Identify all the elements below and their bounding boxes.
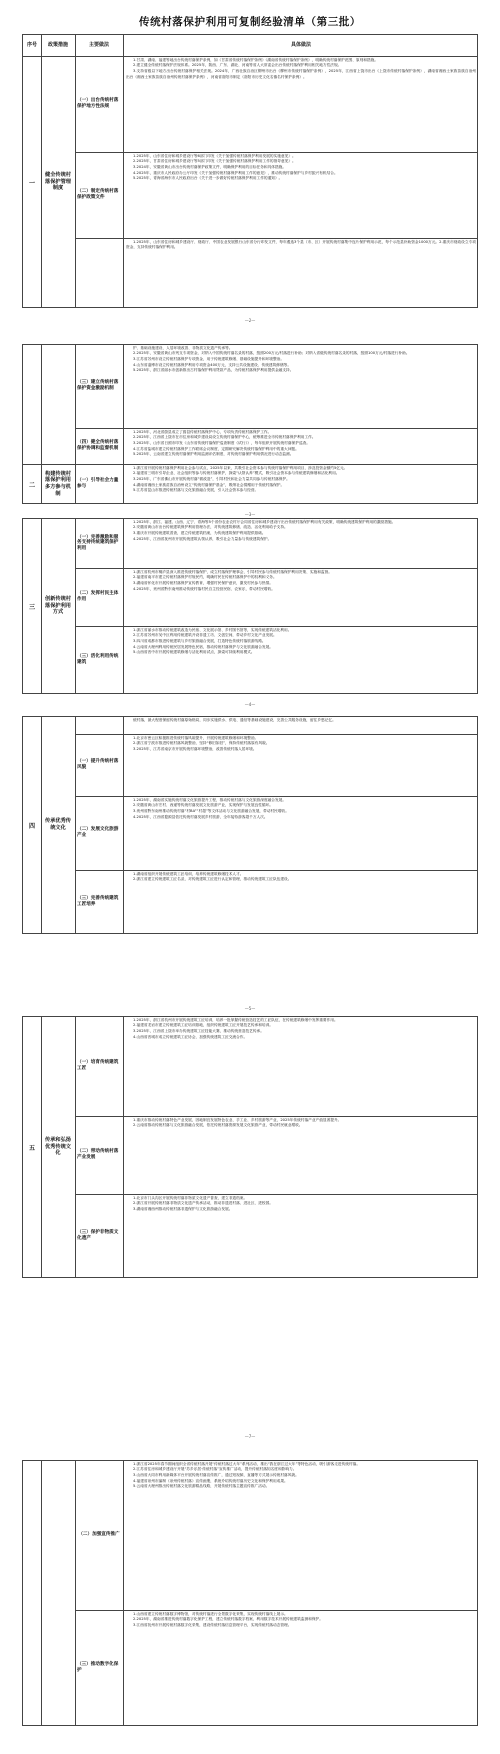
- practice-label: （三）活化利用传统建筑: [77, 654, 119, 665]
- practice-label: （一）出台传统村落保护地方性法规: [77, 98, 119, 109]
- section-number: 三: [28, 603, 35, 611]
- practice-label: （二）制定传统村落保护政策文件: [77, 189, 119, 200]
- policy-label: 传承和弘扬优秀传统文化: [45, 1137, 71, 1157]
- practice-label: （二）发展文化旅游产业: [77, 827, 119, 838]
- page-number: —2—: [244, 318, 256, 323]
- page-number: —4—: [244, 702, 256, 707]
- table-page-4: [22, 716, 478, 934]
- practice-label: （三）完善传统建筑工匠培养: [77, 896, 119, 907]
- header-policy: 政策措施: [47, 42, 68, 48]
- detail-cell: 1.山西省建立传统村落数字博物馆，对传统村落进行全景数字化采集，实现传统村落线上展示。 2.2025年，湖南省推进传统村落数字化保护工程，建立传统村落数字档案，利用数字技术开展传统建筑监测和保护。 3.江西省抚州市开展传统村落数字化采集，建设传统村落信息管理平台，实现传统村落动态管理。: [133, 1611, 323, 1627]
- detail-cell: 1.浙江省开展传统村落保护利用社会参与试点，2025年以来，共吸引社会资本参与传统村落保护利用项目，涉及投资金额约5亿元。 2.福建省三明市引导企业、社会组织等参与传统村落保护，探索“认领认养”模式，吸引社会资本参与传统建筑修缮和活化利用。 3.2025年，广东省佛山市开展传统村落“微改造”，引导村民和社会力量共同参与传统村落保护。 4.湖南省湘西土家族苗族自治州设立“传统村落保护基金”，吸纳社会捐赠用于传统村落保护。 5.江苏省昆山市推进传统村落与文化旅游融合发展，引入社会资本参与经营。: [133, 465, 348, 493]
- header-practice: 主要做法: [88, 42, 109, 48]
- practice-label: （一）提升传统村落风貌: [77, 759, 119, 770]
- practice-label: （二）带动传统村落产业发展: [77, 1149, 119, 1160]
- detail-cell: 1.湖南省组织开展传统建筑工匠培训，培养传统建筑修缮技术人才。 2.浙江省建立传统建筑工匠名录，对传统建筑工匠进行认定和管理，推动传统建筑工匠队伍建设。: [133, 871, 292, 882]
- section-number: 四: [28, 822, 35, 830]
- detail-cell: 护、基础设施建设、人居环境改善、非物质文化遗产传承等。 2.2025年，安徽省黄山市列支专项资金，对纳入中国传统村落名录的村落，按照200万元/村落进行补助；对纳入省级传统村落名录的村落，按照100万元/村落进行补助。 3.江苏省苏州市设立传统村落保护专项资金，用于传统建筑修缮、基础设施提升和环境整治。 4.山东省淄博市设立传统村落保护利用专项资金400万元，支持公共设施建设、传统建筑修缮等。 5.2025年，浙江省丽水市创新推出古村落保护利用贷款产品，为传统村落保护利用提供金融支持。: [133, 345, 410, 373]
- page-number: —3—: [244, 512, 256, 517]
- table-page-1: [22, 34, 478, 308]
- policy-label: 传承优秀传统文化: [45, 818, 71, 831]
- practice-label: （三）建立传统村落保护资金激励机制: [77, 380, 119, 391]
- detail-cell: 1.2025年，河北省蔚县成立了蔚县传统村落保护中心，专项负责传统村落保护工作。 2.2025年，江西省上饶市在市住房和城乡建设局设立传统村落保护中心，统筹推进全市传统村落保护利用工作。 3.2025年，山东省日照市印发《山东省传统村落保护巡查制度（试行）》，每年组织开展传统村落保护巡查。 4.江苏省盐城市建立传统村落保护工作联席会议制度，定期研究解决传统村落保护利用中的重大问题。 5.2025年，云南省建立传统村落保护利用监测评估制度，对传统村落保护利用情况进行动态监测。: [133, 429, 316, 457]
- detail-cell: 统村落，最大程度保留传统村落原始格局，同步实施供水、供电、通信等基础设施建设，完善公共服务设施，留住乡愁记忆。: [133, 717, 336, 722]
- policy-label: 健全传统村落保护管理制度: [45, 172, 71, 192]
- practice-label: （三）推动数字化保护: [77, 1662, 119, 1673]
- table-page-2: [22, 344, 478, 504]
- header-detail: 具体做法: [290, 42, 311, 48]
- policy-label: 构建传统村落保护利用多方参与机制: [45, 470, 71, 497]
- policy-label: 创新传统村落保护利用方式: [45, 596, 71, 616]
- detail-cell: 1.浙江省杭州市桐庐县深入推进传统村落保护，成立村落保护理事会，引导村民参与传统村落保护利用决策、实施和监督。 2.福建省南平市建立传统村落保护村规民约，明确村民在传统村落保护中的权利和义务。 3.湖南省怀化市开展传统村落保护宣传教育，增强村民保护意识，激发村民参与热情。 4.2025年，贵州省黔东南州推动传统村落村民自主经营民宿、农家乐，带动村民增收。: [133, 569, 332, 591]
- detail-cell: 1.浙江省2025年春节期间组织全省传统村落开展“传统村落过大年”系列活动，推出“我在浙江过大年”等特色活动，吸引游客走进传统村落。 2.江苏省住房和城乡建设厅开展“苏乡乐居·传统村落”宣传推广活动，提升传统村落知名度和影响力。 3.山西省大同市利用新媒体平台开展传统村落宣传推广，通过短视频、直播等方式展示传统村落风貌。 4.福建省泉州市编制《泉州传统村落》宣传画册，系统介绍传统村落历史文化和保护利用成果。 5.云南省大理州推出传统村落文化旅游精品线路，开展传统村落主题宣传推广活动。: [133, 1461, 361, 1489]
- detail-cell: 1.2025年，浙江省杭州市开展传统建筑工匠培训，培养一批掌握传统营造技艺的工匠队伍，在传统建筑修缮中发挥重要作用。 2.福建省龙岩市建立传统建筑工匠培训基地，组织传统建筑工匠开展技艺传承和培训。 3.2025年，江西省上饶市举办传统建筑工匠技能大赛，推动传统营造技艺传承。 4.山西省晋城市成立传统建筑工匠协会，加强传统建筑工匠交流合作。: [133, 1017, 338, 1039]
- detail-cell: 1.浙江省丽水市推动传统建筑改造为民宿、文化展示馆、乡村图书馆等，实现传统建筑活化利用。 2.江苏省苏州市吴中区利用传统建筑开设非遗工坊、文创空间，带动乡村文化产业发展。 3.四川省成都市推进传统建筑与乡村旅游融合发展，打造特色传统村落旅游线路。 4.云南省大理州利用传统民居发展特色民宿，推动传统村落保护与文化旅游融合发展。 5.山西省晋中市开展传统建筑修缮与活化利用试点，探索可持续利用模式。: [133, 627, 292, 655]
- page-number: —7—: [244, 1434, 256, 1439]
- header-seq: 序号: [26, 42, 37, 48]
- practice-label: （一）完善激励和服务支持传统建筑保护利用: [77, 534, 119, 551]
- practice-label: （二）加强宣传推广: [78, 1532, 120, 1538]
- table-page-6: [22, 1460, 478, 1726]
- detail-cell: 1.2025年，山东省住房和城乡建设厅等6部门印发《关于加强传统村落保护利用发展的实施意见》。 2.2025年，甘肃省住房和城乡建设厅等5部门印发《关于加强传统村落保护利用工作的指导意见》。 3.2024年，安徽省黄山市出台传统村落保护政策文件，明确保护利用的目标任务和具体措施。 4.2025年，重庆市人民政府办公厅印发《关于加强传统村落保护利用工作的意见》，推动传统村落保护与乡村振兴有机结合。 5.2025年，青海省海东市人民政府出台《关于进一步做好传统村落保护利用工作的通知》。: [133, 153, 338, 181]
- table-page-5: [22, 1016, 478, 1278]
- detail-cell: 1.重庆市推动传统村落特色产业发展，因地制宜发展特色农业、手工业、乡村旅游等产业，2025年传统村落产业产值显著提升。 2.云南省推动传统村落与文化旅游融合发展，依托传统村落资源发展文化旅游产业，带动村民就业增收。: [133, 1117, 342, 1128]
- section-number: 五: [28, 1144, 35, 1152]
- practice-label: （三）保护非物质文化遗产: [77, 1230, 119, 1241]
- practice-label: （一）培育传统建筑工匠: [77, 1060, 119, 1071]
- section-number: 二: [28, 481, 35, 489]
- practice-label: （一）引导社会力量参与: [77, 478, 119, 489]
- detail-cell: 1.2025年，湖南省实施传统村落文化旅游提升工程，推动传统村落与文化旅游深度融合发展。 2.安徽省黄山市宏村、西递等传统村落发展文化旅游产业，实现保护与发展良性循环。 3.贵州省黔东南州推动传统村落“村BA”“村超”等文体活动与文化旅游融合发展，带动村民增收。 4.2025年，江西省婺源县依托传统村落发展乡村旅游，全年接待游客超千万人次。: [133, 797, 289, 819]
- page-number: —5—: [244, 1006, 256, 1011]
- practice-label: （二）发挥村民主体作用: [77, 591, 119, 602]
- section-number: 一: [28, 179, 35, 187]
- detail-cell: 1.2025年，浙江、福建、山西、辽宁、青海等5个省份农业农村厅会同省住房和城乡建设厅出台传统村落保护利用有关政策，明确传统建筑保护利用的激励措施。 2.安徽省黄山市出台传统建筑保护利用管理办法，对传统建筑修缮、改造、活化利用给予支持。 3.重庆市开展传统建筑普查，建立传统建筑档案，为传统建筑保护利用提供基础。 4.2025年，江西省抚州市开展传统建筑认领认养，吸引社会力量参与传统建筑保护。: [133, 519, 396, 541]
- table-page-3: [22, 518, 478, 694]
- detail-cell: 1.北京市门头沟区开展传统村落非物质文化遗产普查，建立非遗档案。 2.浙江省开展传统村落非物质文化遗产传承活动，推动非遗进村落、进社区、进校园。 3.湖南省湘西州推动传统村落非遗保护与文化旅游融合发展。: [133, 1195, 273, 1211]
- practice-label: （四）健全传统村落保护协调和监督机制: [77, 440, 119, 451]
- page-title: 传统村落保护利用可复制经验清单（第三批）: [139, 16, 361, 28]
- detail-cell: 1.北京市密云区积极推进传统村落风貌提升，开展传统建筑修缮和环境整治。 2.浙江省宁波市推进传统村落风貌整治，坚持“修旧如旧”，保持传统村落原有风貌。 3.2025年，江苏省南京市开展传统村落环境整治，改善传统村落人居环境。: [133, 735, 270, 751]
- detail-cell: 1.2025年，山东省住房和城乡建设厅、财政厅、中国农业发展银行山东省分行印发文件，每年遴选3个县（市、区）开展传统村落集中连片保护利用示范，每个示范县补助资金1000万元。2.重庆市财政设立专项资金，支持传统村落保护利用。: [126, 239, 476, 250]
- detail-cell: 1.甘肃、湖南、福建等地出台传统村落保护条例，如《甘肃省传统村落保护条例》《湖南省传统村落保护条例》，明确传统村落保护范围、原则和措施。 2.建立健全传统村落保护法规体系。2025年，陕西、广东、湖北、河南等省人大常委会出台传统村落保护利用相关地方性法规。 3.支持省级以下地方出台传统村落保护相关法规。2024年，广西壮族自治区柳州市出台《柳州市传统村落保护条例》，2025年，江西省上饶市出台《上饶市传统村落保护条例》，湖南省湘西土家族苗族自治州出台《湘西土家族苗族自治州传统村落保护条例》，河南省洛阳市制定《洛阳市历史文化名镇名村保护条例》。: [126, 57, 476, 79]
